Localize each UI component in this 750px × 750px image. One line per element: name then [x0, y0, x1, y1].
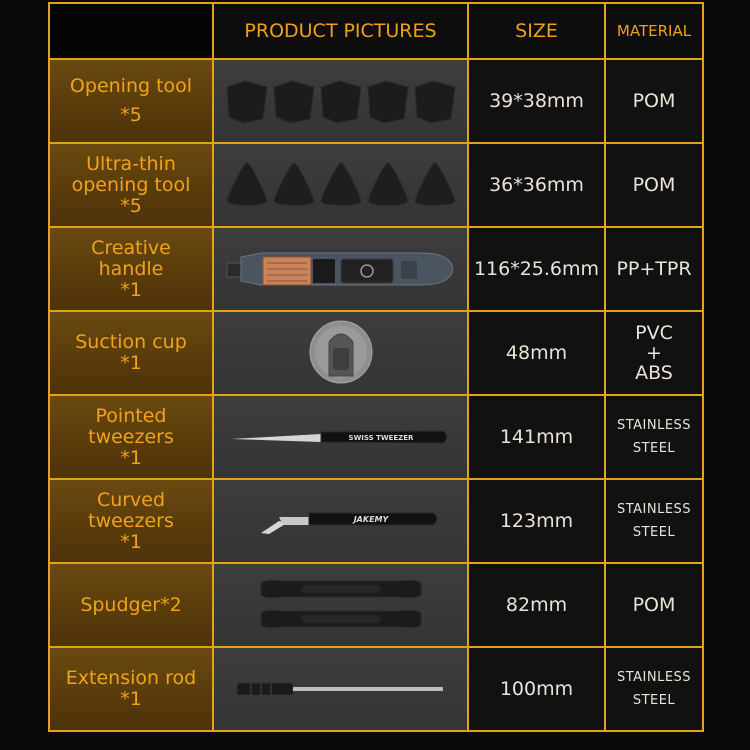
item-size: 48mm: [468, 311, 605, 395]
material-line: ABS: [635, 362, 673, 384]
item-size: 39*38mm: [468, 59, 605, 143]
item-name-line: opening tool: [71, 173, 191, 196]
material-line: STAINLESS: [616, 502, 692, 517]
table-row: [49, 395, 703, 479]
material-line: PP+TPR: [616, 258, 692, 280]
header-size: SIZE: [468, 3, 605, 59]
item-name-line: *1: [120, 278, 142, 301]
product-picture: [213, 563, 468, 647]
item-material: [605, 563, 703, 647]
item-material: [605, 143, 703, 227]
item-size: 82mm: [468, 563, 605, 647]
table-row: [49, 647, 703, 731]
item-name: [49, 143, 213, 227]
material-line: POM: [632, 90, 676, 112]
item-material: [605, 227, 703, 311]
item-name-line: Opening tool: [69, 75, 193, 97]
item-name-line: Ultra-thin: [86, 152, 176, 175]
product-picture: [213, 311, 468, 395]
item-name-line: handle: [98, 257, 164, 280]
product-picture: [213, 395, 468, 479]
extension-rod-icon: [221, 674, 461, 704]
item-name: [49, 311, 213, 395]
material-line: +: [646, 342, 662, 364]
table-row: [49, 227, 703, 311]
item-material: [605, 311, 703, 395]
item-size: 116*25.6mm: [468, 227, 605, 311]
item-name-line: tweezers: [88, 509, 174, 532]
material-line: POM: [632, 594, 676, 616]
item-name-line: *1: [120, 352, 142, 374]
suction-cup-icon: [221, 318, 461, 388]
tweezer-label: SWISS TWEEZER: [348, 434, 413, 442]
table-row: [49, 143, 703, 227]
material-line: STEEL: [632, 441, 676, 456]
table-row: [49, 311, 703, 395]
item-name-line: Extension rod: [65, 667, 197, 689]
item-name: [49, 479, 213, 563]
item-name-line: *5: [120, 194, 142, 217]
header-blank: [49, 3, 213, 59]
item-size: 123mm: [468, 479, 605, 563]
product-picture: [213, 59, 468, 143]
item-material: [605, 395, 703, 479]
item-material: [605, 647, 703, 731]
header-row: [49, 3, 703, 59]
product-picture: [213, 143, 468, 227]
pointed-tweezers-icon: [221, 417, 461, 457]
tweezer-label: JAKEMY: [353, 515, 388, 524]
table-row: [49, 59, 703, 143]
item-name-line: *5: [120, 104, 142, 126]
material-line: STEEL: [632, 693, 676, 708]
item-size: 36*36mm: [468, 143, 605, 227]
item-name: [49, 647, 213, 731]
item-size: 141mm: [468, 395, 605, 479]
item-name-line: Suction cup: [75, 331, 187, 353]
material-line: PVC: [635, 322, 673, 344]
item-name: [49, 59, 213, 143]
opening-tool-picks-icon: [221, 73, 461, 129]
table-row: [49, 563, 703, 647]
product-picture: [213, 647, 468, 731]
header-material: MATERIAL: [605, 3, 703, 59]
item-name: [49, 227, 213, 311]
item-name-line: Spudger*2: [80, 593, 182, 616]
screwdriver-handle-icon: [221, 241, 461, 297]
item-material: [605, 59, 703, 143]
item-name-line: *1: [120, 688, 142, 710]
ultra-thin-picks-icon: [221, 157, 461, 213]
material-line: STEEL: [632, 525, 676, 540]
item-name-line: Pointed: [95, 404, 167, 427]
item-name-line: tweezers: [88, 425, 174, 448]
product-spec-table: [48, 2, 704, 732]
product-picture: [213, 479, 468, 563]
table-row: [49, 479, 703, 563]
header-product-pictures: PRODUCT PICTURES: [213, 3, 468, 59]
material-line: STAINLESS: [616, 418, 692, 433]
item-name: [49, 395, 213, 479]
curved-tweezers-icon: [221, 501, 461, 541]
material-line: POM: [632, 174, 676, 196]
item-name-line: Creative: [91, 236, 171, 259]
item-name-line: *1: [120, 530, 142, 553]
material-line: STAINLESS: [616, 670, 692, 685]
item-name-line: *1: [120, 446, 142, 469]
spudger-icon: [221, 573, 461, 637]
product-picture: [213, 227, 468, 311]
item-material: [605, 479, 703, 563]
item-name: [49, 563, 213, 647]
item-name-line: Curved: [96, 488, 166, 511]
item-size: 100mm: [468, 647, 605, 731]
